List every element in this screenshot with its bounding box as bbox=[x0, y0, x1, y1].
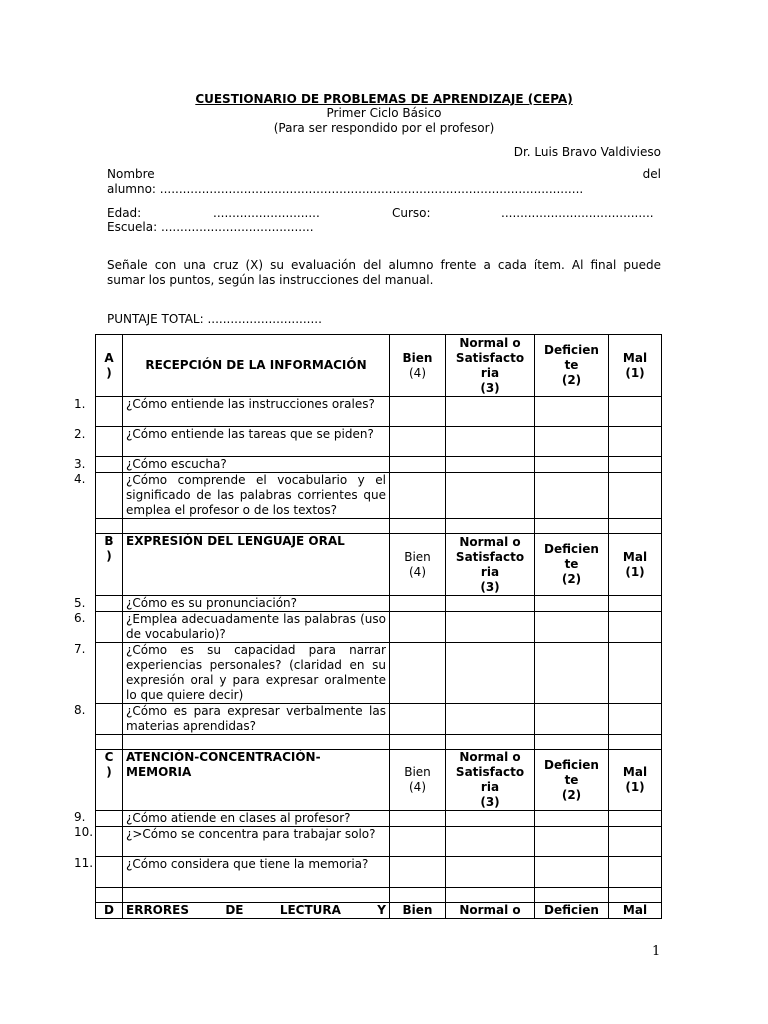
section-b-header bbox=[96, 534, 662, 596]
edad-label: Edad: bbox=[107, 206, 142, 220]
answer-cell[interactable] bbox=[609, 596, 662, 612]
answer-cell[interactable] bbox=[535, 612, 609, 643]
col-bien: Bien (4) bbox=[390, 750, 446, 811]
col-mal: Mal (1) bbox=[609, 750, 662, 811]
answer-cell[interactable] bbox=[609, 397, 662, 427]
spacer-row bbox=[96, 735, 662, 750]
answer-cell[interactable] bbox=[609, 473, 662, 519]
answer-cell[interactable] bbox=[535, 397, 609, 427]
answer-cell[interactable] bbox=[446, 612, 535, 643]
item-number: 3. bbox=[74, 457, 86, 471]
section-letter: B ) bbox=[96, 534, 123, 596]
del-label: del bbox=[642, 167, 661, 181]
table-row bbox=[96, 397, 662, 427]
answer-cell[interactable] bbox=[390, 857, 446, 888]
answer-cell[interactable] bbox=[535, 704, 609, 735]
questionnaire-table bbox=[95, 334, 662, 919]
col-deficiente: Deficien bbox=[535, 903, 609, 919]
item-question: ¿Cómo considera que tiene la memoria? bbox=[123, 857, 390, 888]
instructions-line-2: sumar los puntos, según las instrucciones del manual. bbox=[107, 273, 434, 287]
answer-cell[interactable] bbox=[390, 704, 446, 735]
answer-cell[interactable] bbox=[446, 811, 535, 827]
answer-cell[interactable] bbox=[535, 596, 609, 612]
answer-cell[interactable] bbox=[609, 827, 662, 857]
answer-cell[interactable] bbox=[390, 427, 446, 457]
col-normal: Normal o Satisfacto ria (3) bbox=[446, 750, 535, 811]
item-number: 6. bbox=[74, 611, 86, 625]
answer-cell[interactable] bbox=[446, 397, 535, 427]
answer-cell[interactable] bbox=[535, 827, 609, 857]
item-number: 4. bbox=[74, 472, 86, 486]
answer-cell[interactable] bbox=[390, 612, 446, 643]
col-mal: Mal (1) bbox=[609, 335, 662, 397]
puntaje-total[interactable]: PUNTAJE TOTAL: .............................. bbox=[107, 312, 322, 326]
answer-cell[interactable] bbox=[446, 596, 535, 612]
answer-cell[interactable] bbox=[535, 811, 609, 827]
author-name: Dr. Luis Bravo Valdivieso bbox=[513, 145, 661, 159]
item-question: ¿Cómo entiende las instrucciones orales? bbox=[123, 397, 390, 427]
col-deficiente: Deficien te (2) bbox=[535, 750, 609, 811]
curso-field[interactable]: ........................................ bbox=[501, 206, 654, 220]
table-row bbox=[96, 427, 662, 457]
col-normal: Normal o Satisfacto ria (3) bbox=[446, 534, 535, 596]
answer-cell[interactable] bbox=[609, 857, 662, 888]
spacer-row bbox=[96, 888, 662, 903]
answer-cell[interactable] bbox=[390, 457, 446, 473]
answer-cell[interactable] bbox=[446, 643, 535, 704]
col-deficiente: Deficien te (2) bbox=[535, 534, 609, 596]
table-row bbox=[96, 643, 662, 704]
answer-cell[interactable] bbox=[390, 811, 446, 827]
item-number: 8. bbox=[74, 703, 86, 717]
answer-cell[interactable] bbox=[609, 457, 662, 473]
table-row bbox=[96, 827, 662, 857]
page-number: 1 bbox=[652, 944, 661, 959]
nombre-label: Nombre bbox=[107, 167, 155, 181]
answer-cell[interactable] bbox=[535, 457, 609, 473]
escuela-field[interactable]: Escuela: ........................................ bbox=[107, 220, 314, 234]
document-note: (Para ser respondido por el profesor) bbox=[273, 121, 495, 135]
document-subtitle: Primer Ciclo Básico bbox=[326, 106, 442, 120]
item-question: ¿Cómo entiende las tareas que se piden? bbox=[123, 427, 390, 457]
table-row bbox=[96, 473, 662, 519]
answer-cell[interactable] bbox=[446, 473, 535, 519]
item-question: ¿>Cómo se concentra para trabajar solo? bbox=[123, 827, 390, 857]
answer-cell[interactable] bbox=[609, 643, 662, 704]
section-d-header bbox=[96, 903, 662, 919]
col-bien: Bien bbox=[390, 903, 446, 919]
answer-cell[interactable] bbox=[535, 857, 609, 888]
item-question: ¿Cómo es para expresar verbalmente las materias aprendidas? bbox=[123, 704, 390, 735]
item-number: 7. bbox=[74, 642, 86, 656]
col-normal: Normal o Satisfacto ria (3) bbox=[446, 335, 535, 397]
col-mal: Mal (1) bbox=[609, 534, 662, 596]
col-normal: Normal o bbox=[446, 903, 535, 919]
answer-cell[interactable] bbox=[390, 473, 446, 519]
section-title: RECEPCIÓN DE LA INFORMACIÓN bbox=[123, 335, 390, 397]
answer-cell[interactable] bbox=[390, 827, 446, 857]
curso-label: Curso: bbox=[392, 206, 431, 220]
item-question: ¿Emplea adecuadamente las palabras (uso de vocabulario)? bbox=[123, 612, 390, 643]
col-bien: Bien (4) bbox=[390, 534, 446, 596]
edad-field[interactable]: ............................ bbox=[213, 206, 320, 220]
section-letter: D bbox=[96, 903, 123, 919]
answer-cell[interactable] bbox=[446, 827, 535, 857]
section-title: EXPRESIÓN DEL LENGUAJE ORAL bbox=[123, 534, 390, 596]
table-row bbox=[96, 612, 662, 643]
item-question: ¿Cómo comprende el vocabulario y el significado de las palabras corrientes que emplea el profesor o de los textos? bbox=[123, 473, 390, 519]
table-row bbox=[96, 596, 662, 612]
name-field-row bbox=[107, 167, 661, 181]
section-title: ERRORES DE LECTURA Y bbox=[123, 903, 390, 919]
item-number: 10. bbox=[74, 825, 94, 839]
item-question: ¿Cómo escucha? bbox=[123, 457, 390, 473]
answer-cell[interactable] bbox=[609, 612, 662, 643]
col-deficiente: Deficien te (2) bbox=[535, 335, 609, 397]
answer-cell[interactable] bbox=[446, 704, 535, 735]
table-row bbox=[96, 857, 662, 888]
answer-cell[interactable] bbox=[609, 427, 662, 457]
table-row bbox=[96, 704, 662, 735]
answer-cell[interactable] bbox=[535, 643, 609, 704]
section-title: ATENCIÓN-CONCENTRACIÓN-MEMORIA bbox=[123, 750, 390, 811]
item-question: ¿Cómo es su capacidad para narrar experiencias personales? (claridad en su expresión oral y para expresar oralmente lo que quiere decir) bbox=[123, 643, 390, 704]
item-question: ¿Cómo atiende en clases al profesor? bbox=[123, 811, 390, 827]
item-number: 11. bbox=[74, 856, 94, 870]
answer-cell[interactable] bbox=[446, 857, 535, 888]
item-number: 5. bbox=[74, 596, 86, 610]
alumno-field[interactable]: alumno: ............................................................................................................... bbox=[107, 182, 584, 196]
answer-cell[interactable] bbox=[609, 811, 662, 827]
answer-cell[interactable] bbox=[446, 427, 535, 457]
answer-cell[interactable] bbox=[390, 643, 446, 704]
section-c-header bbox=[96, 750, 662, 811]
item-number: 2. bbox=[74, 427, 86, 441]
answer-cell[interactable] bbox=[609, 704, 662, 735]
spacer-row bbox=[96, 519, 662, 534]
answer-cell[interactable] bbox=[535, 427, 609, 457]
table-row bbox=[96, 457, 662, 473]
answer-cell[interactable] bbox=[535, 473, 609, 519]
item-question: ¿Cómo es su pronunciación? bbox=[123, 596, 390, 612]
section-a-header bbox=[96, 335, 662, 397]
instructions-line-1: Señale con una cruz (X) su evaluación del alumno frente a cada ítem. Al final puede bbox=[107, 258, 661, 272]
document-title: CUESTIONARIO DE PROBLEMAS DE APRENDIZAJE (CEPA) bbox=[195, 92, 573, 106]
col-mal: Mal bbox=[609, 903, 662, 919]
answer-cell[interactable] bbox=[390, 397, 446, 427]
answer-cell[interactable] bbox=[390, 596, 446, 612]
section-letter: A ) bbox=[96, 335, 123, 397]
table-row bbox=[96, 811, 662, 827]
item-number: 9. bbox=[74, 810, 86, 824]
section-letter: C ) bbox=[96, 750, 123, 811]
col-bien: Bien (4) bbox=[390, 335, 446, 397]
answer-cell[interactable] bbox=[446, 457, 535, 473]
item-number: 1. bbox=[74, 397, 86, 411]
